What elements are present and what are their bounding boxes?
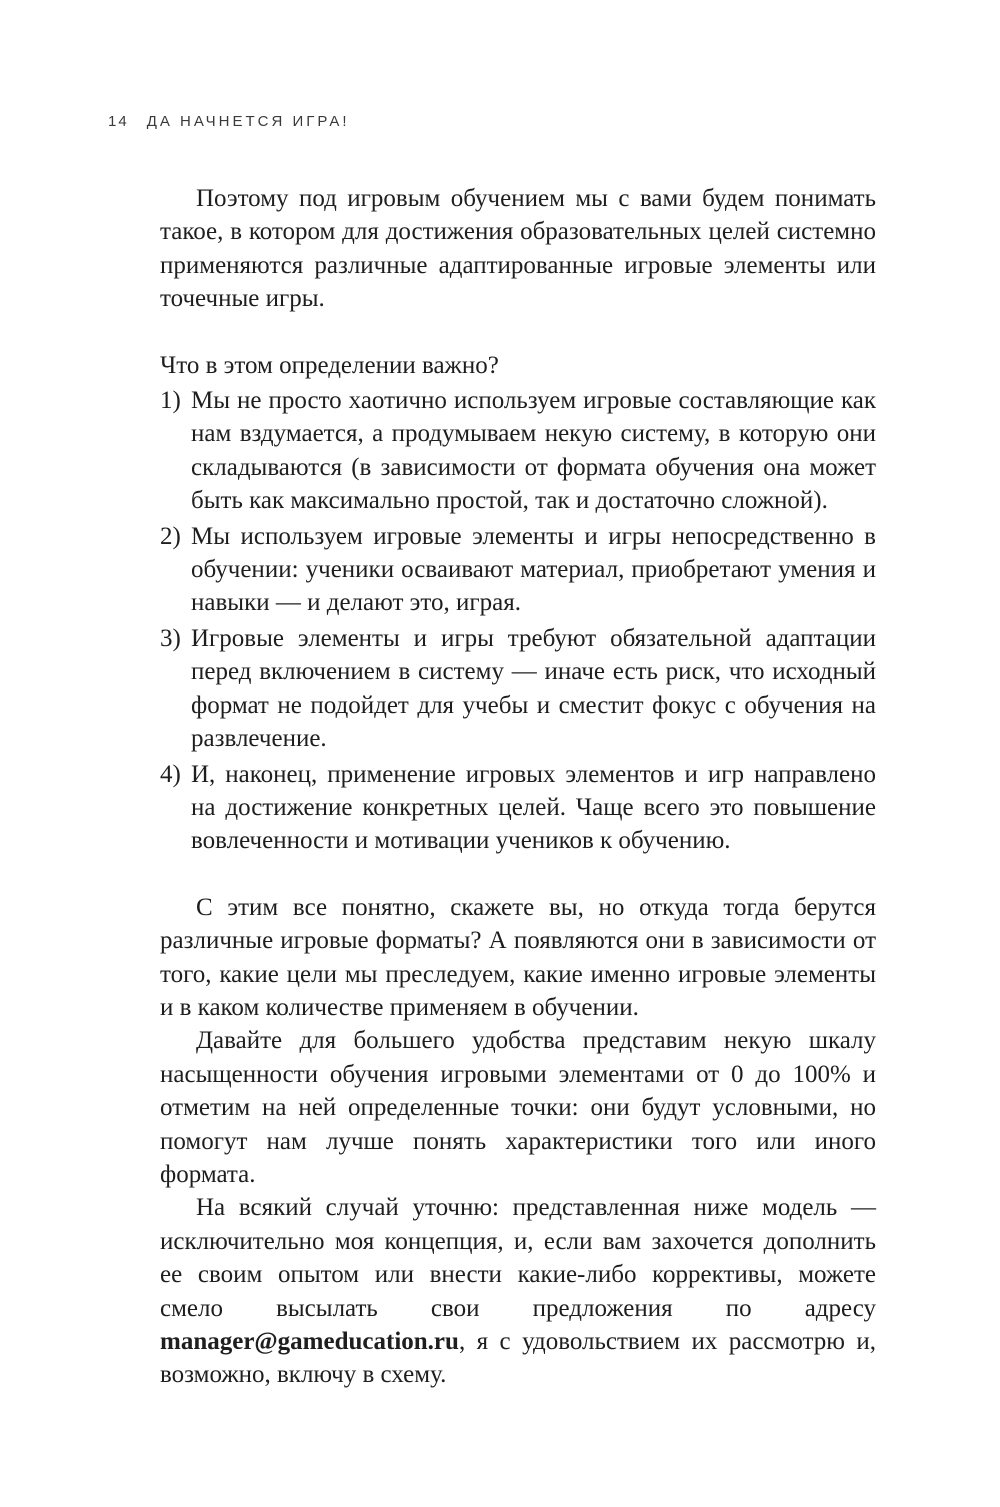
list-item	[160, 758, 876, 858]
list-item	[160, 622, 876, 756]
running-header	[108, 113, 350, 130]
paragraph-formats: С этим все понятно, скажете вы, но откуда тогда берутся различные игровые форматы? А появляются они в зависимости от того, какие цели мы преследуем, какие именно игровые элементы и в каком количестве применяем в обучении.	[160, 893, 876, 1021]
email-link[interactable]: manager@gameducation.ru	[160, 1328, 459, 1355]
list-item-text: Мы не просто хаотично используем игровые составляющие как нам вздумается, а продумываем некую систему, в которую они складываются (в зависимости от формата обучения она может быть как максимально простой, так и достаточно сложной).	[191, 387, 876, 515]
paragraph-scale: Давайте для большего удобства представим некую шкалу насыщенности обучения игровыми элементами от 0 до 100% и отметим на ней определенные точки: они будут условными, но помогут нам лучше понять характеристики того или иного формата.	[160, 1027, 876, 1188]
list-item	[160, 520, 876, 620]
list-item-number: 1)	[160, 387, 181, 415]
numbered-list	[160, 384, 876, 858]
list-item-text: Мы используем игровые элементы и игры непосредственно в обучении: ученики осваивают материал, приобретают умения и навыки — и делают это, играя.	[191, 522, 876, 617]
list-item-number: 2)	[160, 522, 181, 550]
page-body	[160, 182, 876, 1392]
contact-text-after: , я с удовольствием их рассмотрю и, возможно, включу в схему.	[160, 1328, 876, 1389]
list-item-number: 4)	[160, 760, 181, 788]
list-item	[160, 384, 876, 518]
contact-text-before: На всякий случай уточню: представленная ниже модель — исключительно моя концепция, и, если вам захочется дополнить ее своим опытом или внести какие-либо коррективы, можете смело высылать свои предложения по адресу	[160, 1194, 876, 1322]
page-number: 14	[108, 113, 129, 130]
question-line: Что в этом определении важно?	[160, 351, 499, 379]
paragraph-definition: Поэтому под игровым обучением мы с вами будем понимать такое, в котором для достижения образовательных целей системно применяются различные адаптированные игровые элементы или точечные игры.	[160, 185, 876, 313]
list-item-text: Игровые элементы и игры требуют обязательной адаптации перед включением в систему — иначе есть риск, что исходный формат не подойдет для учебы и сместит фокус с обучения на развлечение.	[191, 624, 876, 753]
list-item-text: И, наконец, применение игровых элементов и игр направлено на достижение конкретных целей. Чаще всего это повышение вовлеченности и мотивации учеников к обучению.	[191, 760, 876, 855]
list-item-number: 3)	[160, 624, 181, 652]
running-title: ДА НАЧНЕТСЯ ИГРА!	[146, 113, 350, 130]
paragraph-contact	[160, 1191, 876, 1391]
